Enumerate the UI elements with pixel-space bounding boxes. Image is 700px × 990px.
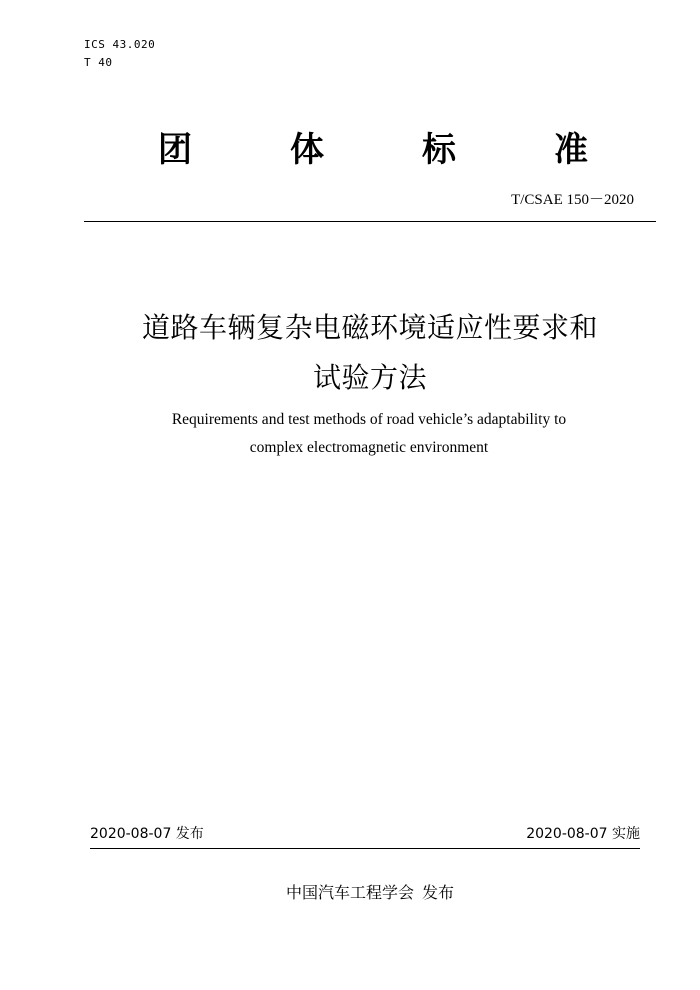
implementation-date: 2020-08-07 实施 — [526, 826, 640, 842]
ccs-code: T 40 — [84, 56, 113, 69]
publisher-action: 发布 — [422, 883, 455, 902]
header-divider — [84, 221, 656, 222]
title-chinese-line-1: 道路车辆复杂电磁环境适应性要求和 — [141, 311, 598, 344]
standard-type-char: 标 — [422, 130, 456, 170]
standard-type-char: 准 — [554, 130, 588, 170]
title-english-line-1: Requirements and test methods of road vehicle’s adaptability to — [171, 411, 567, 428]
publisher-name: 中国汽车工程学会 — [285, 883, 414, 902]
publisher-line — [0, 882, 700, 904]
title-chinese-line-2: 试验方法 — [312, 361, 427, 394]
standard-number: T/CSAE 150－2020 — [511, 192, 634, 208]
ics-code: ICS 43.020 — [84, 38, 156, 51]
title-english-line-2: complex electromagnetic environment — [249, 439, 489, 456]
publish-date: 2020-08-07 发布 — [90, 826, 204, 842]
classification-codes — [84, 36, 155, 72]
standard-type-heading — [158, 126, 588, 174]
standard-type-char: 团 — [158, 130, 192, 170]
standard-type-char: 体 — [290, 130, 324, 170]
footer-divider — [90, 848, 640, 849]
